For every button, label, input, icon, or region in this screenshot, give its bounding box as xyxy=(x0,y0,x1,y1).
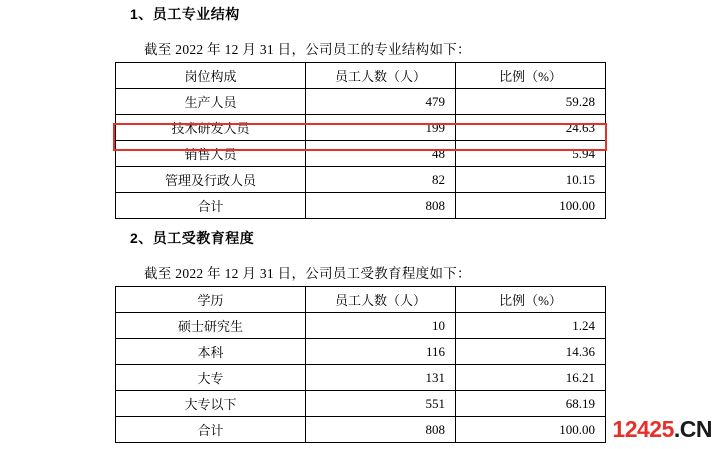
table-row xyxy=(116,313,606,339)
cell-label: 销售人员 xyxy=(116,141,306,167)
column-header-ratio: 比例（%） xyxy=(456,287,606,313)
cell-label: 生产人员 xyxy=(116,89,306,115)
table-row xyxy=(116,365,606,391)
table-row xyxy=(116,339,606,365)
table-total-row xyxy=(116,417,606,443)
cell-count: 82 xyxy=(306,167,456,193)
cell-count: 479 xyxy=(306,89,456,115)
table-header-row xyxy=(116,63,606,89)
column-header-role: 岗位构成 xyxy=(116,63,306,89)
cell-label: 技术研发人员 xyxy=(116,115,306,141)
cell-total-ratio: 100.00 xyxy=(456,417,606,443)
cell-ratio: 14.36 xyxy=(456,339,606,365)
cell-count: 10 xyxy=(306,313,456,339)
employee-specialty-table xyxy=(115,62,606,219)
cell-total-label: 合计 xyxy=(116,417,306,443)
cell-ratio: 24.63 xyxy=(456,115,606,141)
cell-label: 管理及行政人员 xyxy=(116,167,306,193)
column-header-education: 学历 xyxy=(116,287,306,313)
column-header-count: 员工人数（人） xyxy=(306,63,456,89)
table-row-highlighted xyxy=(116,115,606,141)
cell-count: 116 xyxy=(306,339,456,365)
cell-ratio: 16.21 xyxy=(456,365,606,391)
cell-ratio: 1.24 xyxy=(456,313,606,339)
section-2-lead-text: 截至 2022 年 12 月 31 日，公司员工受教育程度如下： xyxy=(144,266,471,281)
site-watermark xyxy=(612,416,712,443)
cell-ratio: 68.19 xyxy=(456,391,606,417)
cell-total-count: 808 xyxy=(306,417,456,443)
table-row xyxy=(116,391,606,417)
cell-count: 131 xyxy=(306,365,456,391)
column-header-count: 员工人数（人） xyxy=(306,287,456,313)
cell-total-label: 合计 xyxy=(116,193,306,219)
table-row xyxy=(116,141,606,167)
table-row xyxy=(116,89,606,115)
cell-label: 本科 xyxy=(116,339,306,365)
cell-total-count: 808 xyxy=(306,193,456,219)
cell-label: 大专 xyxy=(116,365,306,391)
watermark-domain: .CN xyxy=(673,416,712,442)
cell-total-ratio: 100.00 xyxy=(456,193,606,219)
cell-label: 硕士研究生 xyxy=(116,313,306,339)
section-2-heading: 2、员工受教育程度 xyxy=(130,230,255,246)
employee-education-table xyxy=(115,286,606,443)
cell-count: 199 xyxy=(306,115,456,141)
section-1-lead-text: 截至 2022 年 12 月 31 日，公司员工的专业结构如下： xyxy=(144,42,471,57)
cell-label: 大专以下 xyxy=(116,391,306,417)
cell-ratio: 10.15 xyxy=(456,167,606,193)
table-total-row xyxy=(116,193,606,219)
watermark-number: 12425 xyxy=(612,416,674,442)
section-1-heading: 1、员工专业结构 xyxy=(130,6,240,22)
cell-count: 48 xyxy=(306,141,456,167)
table-header-row xyxy=(116,287,606,313)
cell-ratio: 59.28 xyxy=(456,89,606,115)
cell-count: 551 xyxy=(306,391,456,417)
cell-ratio: 5.94 xyxy=(456,141,606,167)
column-header-ratio: 比例（%） xyxy=(456,63,606,89)
table-row xyxy=(116,167,606,193)
